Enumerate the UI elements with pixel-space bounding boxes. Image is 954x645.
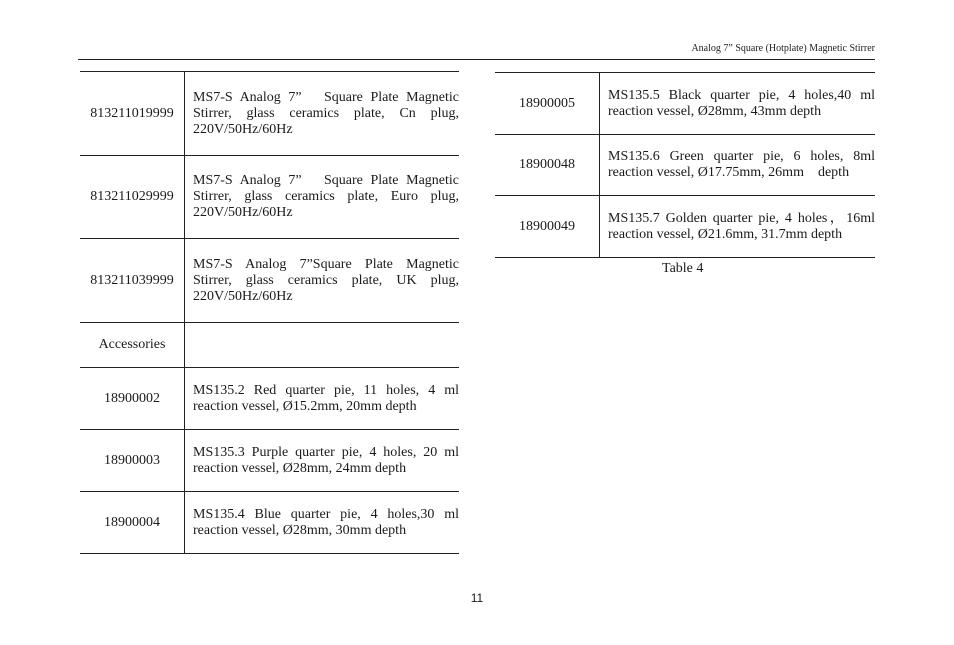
table-row xyxy=(80,156,459,239)
table-row xyxy=(495,135,875,196)
product-description: MS135.6 Green quarter pie, 6 holes, 8ml reaction vessel, Ø17.75mm, 26mm depth xyxy=(600,135,876,196)
product-code: 813211019999 xyxy=(80,72,185,156)
table-row xyxy=(80,239,459,323)
table-row xyxy=(80,323,459,368)
product-code: 813211029999 xyxy=(80,156,185,239)
product-code: 813211039999 xyxy=(80,239,185,323)
product-code: 18900002 xyxy=(80,368,185,430)
table-row xyxy=(80,72,459,156)
product-description: MS135.3 Purple quarter pie, 4 holes, 20 ml reaction vessel, Ø28mm, 24mm depth xyxy=(185,430,460,492)
product-description: MS7-S Analog 7” Square Plate Magnetic Stirrer, glass ceramics plate, Cn plug, 220V/50Hz/60Hz xyxy=(185,72,460,156)
table-row xyxy=(495,196,875,258)
product-description: MS135.7 Golden quarter pie, 4 holes，16ml reaction vessel, Ø21.6mm, 31.7mm depth xyxy=(600,196,876,258)
table-row xyxy=(80,492,459,554)
page-header-title: Analog 7” Square (Hotplate) Magnetic Stirrer xyxy=(691,43,875,54)
product-code: 18900003 xyxy=(80,430,185,492)
product-description: MS7-S Analog 7” Square Plate Magnetic Stirrer, glass ceramics plate, Euro plug, 220V/50Hz/60Hz xyxy=(185,156,460,239)
product-code: 18900048 xyxy=(495,135,600,196)
table-caption: Table 4 xyxy=(662,261,704,276)
product-code: 18900049 xyxy=(495,196,600,258)
product-description: MS135.4 Blue quarter pie, 4 holes,30 ml reaction vessel, Ø28mm, 30mm depth xyxy=(185,492,460,554)
product-description: MS135.5 Black quarter pie, 4 holes,40 ml reaction vessel, Ø28mm, 43mm depth xyxy=(600,73,876,135)
product-code: 18900004 xyxy=(80,492,185,554)
accessories-table-left xyxy=(80,71,459,554)
table-row xyxy=(80,430,459,492)
section-label: Accessories xyxy=(80,323,185,368)
product-description: MS7-S Analog 7”Square Plate Magnetic Stirrer, glass ceramics plate, UK plug, 220V/50Hz/60Hz xyxy=(185,239,460,323)
table-row xyxy=(495,73,875,135)
accessories-table-right xyxy=(495,72,875,258)
product-code: 18900005 xyxy=(495,73,600,135)
table-row xyxy=(80,368,459,430)
header-rule xyxy=(78,59,875,60)
page-number: 11 xyxy=(470,591,484,605)
product-description: MS135.2 Red quarter pie, 11 holes, 4 ml reaction vessel, Ø15.2mm, 20mm depth xyxy=(185,368,460,430)
product-description xyxy=(185,323,460,368)
